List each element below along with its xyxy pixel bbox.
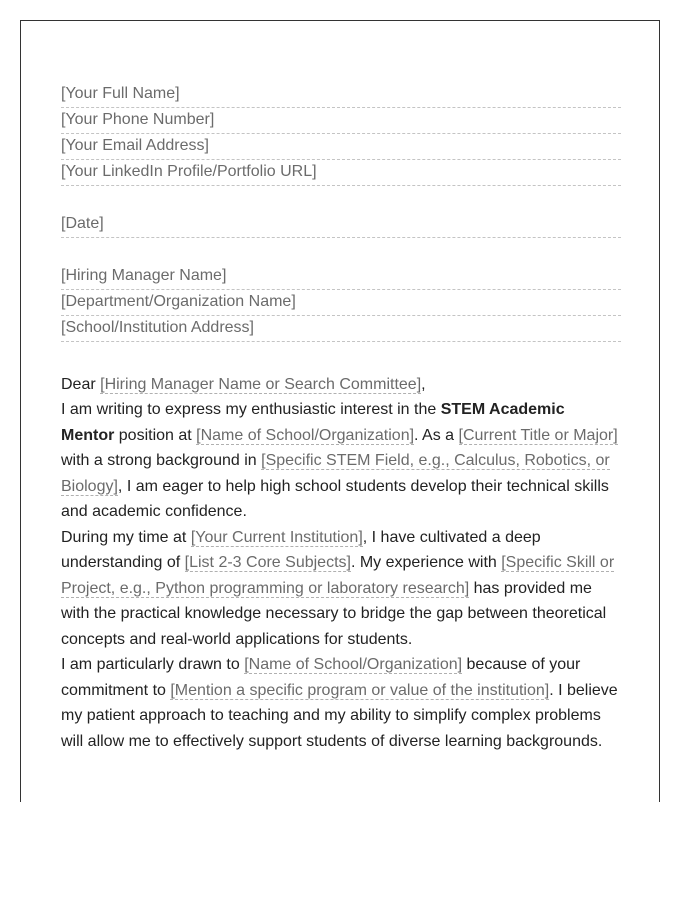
skill-project-placeholder[interactable]: [Specific Skill or Project, e.g., Python programming or laboratory research] (61, 554, 615, 597)
hiring-manager-field[interactable]: [Hiring Manager Name] (61, 264, 621, 290)
paragraph-3 (61, 652, 621, 754)
core-subjects-placeholder[interactable]: [List 2-3 Core Subjects] (184, 554, 351, 571)
current-institution-placeholder[interactable]: [Your Current Institution] (190, 528, 363, 546)
text: , I am eager to help high school students develop their technical skills and academic confidence. (61, 477, 609, 520)
salutation-suffix: , (421, 376, 426, 393)
linkedin-field[interactable]: [Your LinkedIn Profile/Portfolio URL] (61, 160, 621, 186)
email-field[interactable]: [Your Email Address] (61, 134, 621, 160)
text: has provided me with the practical knowledge necessary to bridge the gap between theoretical concepts and real-world applications for students. (61, 579, 607, 648)
department-field[interactable]: [Department/Organization Name] (61, 290, 621, 316)
address-field[interactable]: [School/Institution Address] (61, 316, 621, 342)
salutation-placeholder[interactable]: [Hiring Manager Name or Search Committee] (100, 376, 422, 393)
program-value-placeholder[interactable]: [Mention a specific program or value of the institution] (170, 681, 550, 699)
text: , I have cultivated a deep understanding of (61, 528, 541, 571)
school-name-placeholder[interactable]: [Name of School/Organization] (196, 426, 415, 444)
text: During my time at (61, 528, 191, 546)
text: with a strong background in (61, 452, 262, 469)
school-name-placeholder[interactable]: [Name of School/Organization] (244, 656, 463, 673)
position-title: STEM Academic Mentor (61, 401, 565, 444)
stem-field-placeholder[interactable]: [Specific STEM Field, e.g., Calculus, Robotics, or Biology] (61, 452, 610, 495)
text: position at (114, 426, 197, 444)
spacer (61, 238, 621, 264)
current-title-placeholder[interactable]: [Current Title or Major] (458, 426, 618, 444)
paragraph-1 (61, 397, 621, 525)
letter-body (61, 82, 621, 754)
text: I am particularly drawn to (61, 656, 245, 673)
full-name-field[interactable]: [Your Full Name] (61, 82, 621, 108)
text: I am writing to express my enthusiastic interest in the (61, 401, 441, 418)
text: because of your commitment to (61, 656, 581, 699)
salutation-prefix: Dear (61, 376, 101, 393)
document-page[interactable] (20, 20, 660, 802)
spacer (61, 186, 621, 212)
text: . I believe my patient approach to teaching and my ability to simplify complex problems will allow me to effectively support students of diverse learning backgrounds. (61, 681, 618, 750)
text: . As a (414, 426, 459, 444)
date-field[interactable]: [Date] (61, 212, 621, 238)
text: . My experience with (350, 554, 502, 571)
paragraph-2 (61, 525, 621, 653)
salutation (61, 373, 621, 397)
phone-field[interactable]: [Your Phone Number] (61, 108, 621, 134)
